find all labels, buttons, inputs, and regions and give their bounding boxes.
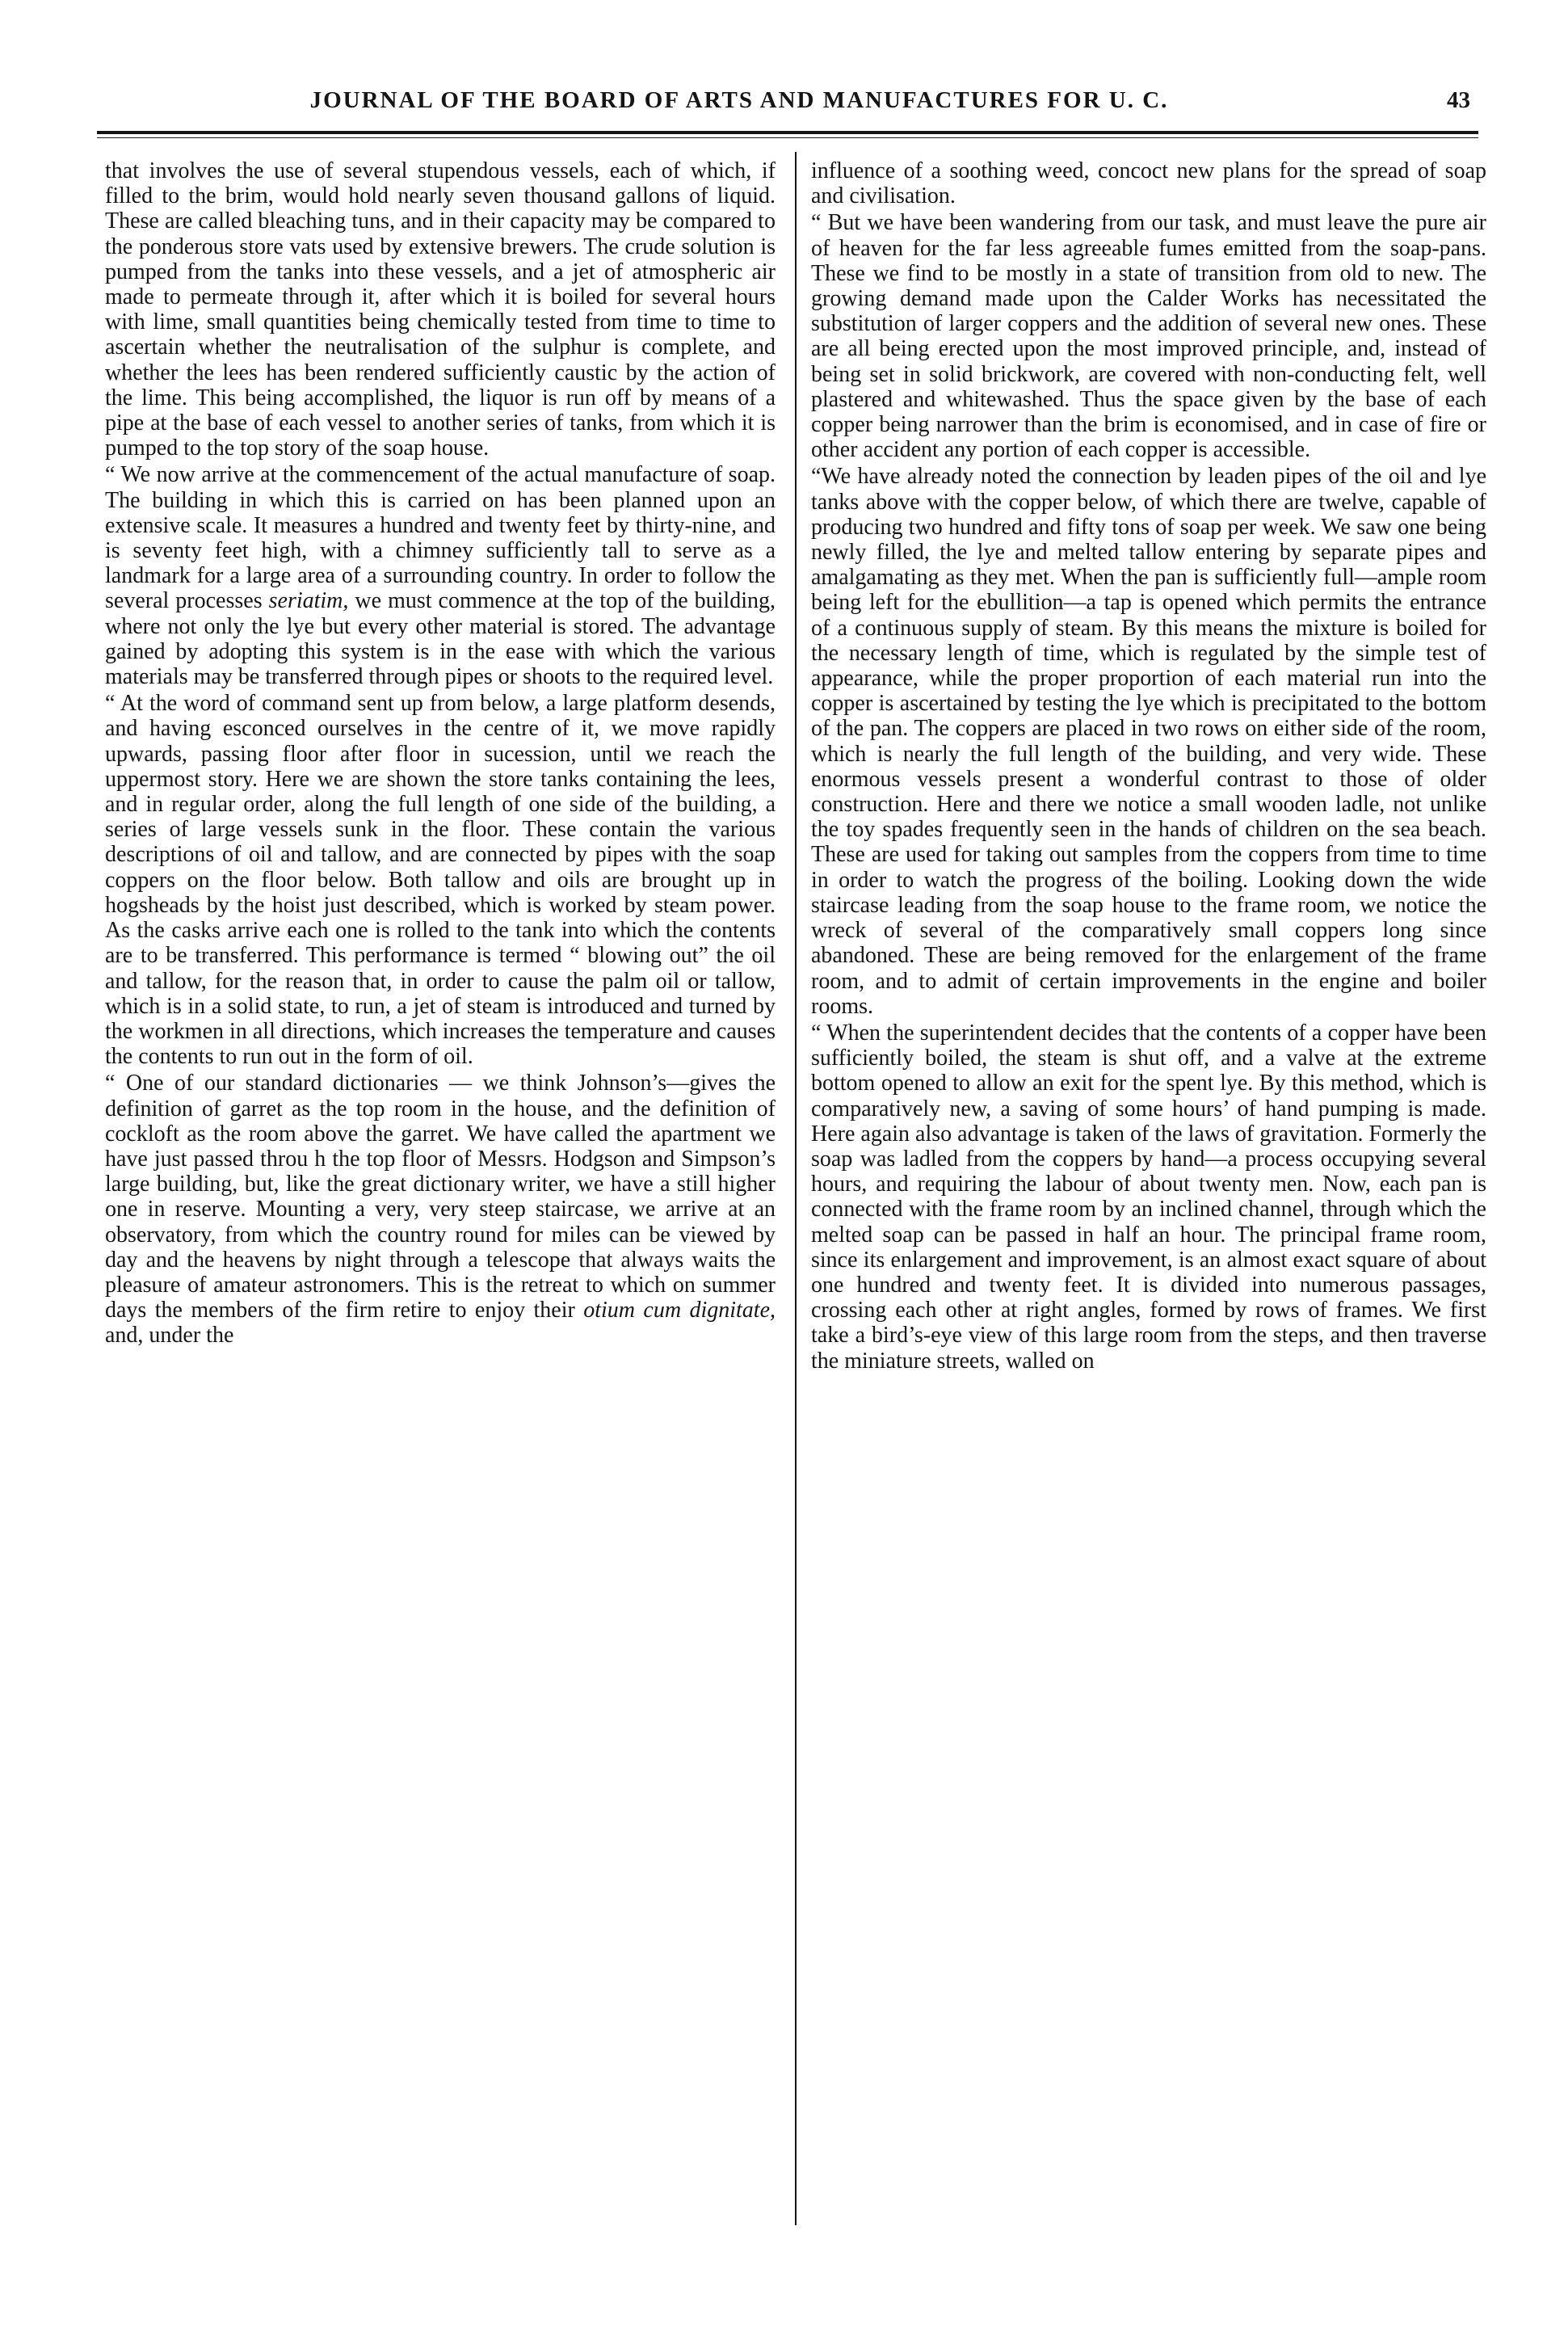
paragraph-text: and, under the [105,1323,234,1349]
paragraph-text: “ We now arrive at the commencement of the actual manufacture of soap. The building in which this is carried on has been planned upon an extensive scale. It measures a hundred and twenty feet by thirty-nine, and is seventy feet high, with a chimney sufficiently tall to serve as a landmark for a large area of a surrounding country. In order to follow the several processes [105,462,776,614]
running-head: JOURNAL OF THE BOARD OF ARTS AND MANUFACTURES FOR U. C. [309,87,1169,113]
paragraph-text: we must commence at the top of the building, where not only the lye but every other material is stored. The advantage gained by adopting this system is in the ease with which the various materials may be transferred through pipes or shoots to the required level. [105,588,776,690]
paragraph: influence of a soothing weed, concoct new plans for the spread of soap and civilisation. [811,158,1486,209]
left-column [105,158,776,1349]
paragraph: “ But we have been wandering from our task, and must leave the pure air of heaven for the far less agreeable fumes emitted from the soap-pans. These we find to be mostly in a state of transition from old to new. The growing demand made upon the Calder Works has necessitated the substitution of larger coppers and the addition of several new ones. These are all being erected upon the most improved principle, and, instead of being set in solid brickwork, are covered with non-conducting felt, well plastered and whitewashed. Thus the space given by the base of each copper being narrower than the brim is economised, and in case of fire or other accident any portion of each copper is accessible. [811,210,1486,463]
paragraph: “ When the superintendent decides that the contents of a copper have been sufficiently boiled, the steam is shut off, and a valve at the extreme bottom opened to allow an exit for the spent lye. By this method, which is comparatively new, a saving of some hours’ of hand pumping is made. Here again also advantage is taken of the laws of gravitation. Formerly the soap was ladled from the coppers by hand—a process occupying several hours, and requiring the labour of about twenty men. Now, each pan is connected with the frame room by an inclined channel, through which the melted soap can be passed in half an hour. The principal frame room, since its enlargement and improvement, is an almost exact square of about one hundred and twenty feet. It is divided into numerous passages, crossing each other at right angles, formed by rows of frames. We first take a bird’s-eye view of this large room from the steps, and then traverse the miniature streets, walled on [811,1020,1486,1374]
paragraph: “We have already noted the connection by leaden pipes of the oil and lye tanks above with the copper below, of which there are twelve, capable of producing two hundred and fifty tons of soap per week. We saw one being newly filled, the lye and melted tallow entering by separate pipes and amalgamating as they met. When the pan is sufficiently full—ample room being left for the ebullition—a tap is opened which permits the entrance of a continuous supply of steam. By this means the mixture is boiled for the necessary length of time, which is regulated by the simple test of appearance, while the proper proportion of each material run into the copper is ascertained by testing the lye which is precipitated to the bottom of the pan. The coppers are placed in two rows on either side of the room, which is nearly the full length of the building, and very wide. These enormous vessels present a wonderful contrast to those of older construction. Here and there we notice a small wooden ladle, not unlike the toy spades frequently seen in the hands of children on the sea beach. These are used for taking out samples from the coppers from time to time in order to watch the progress of the boiling. Looking down the wide staircase leading from the soap house to the frame room, we notice the wreck of several of the comparatively small coppers long since abandoned. These are being removed for the enlargement of the frame room, and to admit of certain improvements in the engine and boiler rooms. [811,464,1486,1019]
paragraph [105,1071,776,1348]
italic-phrase: seriatim, [268,588,349,614]
column-divider [795,152,797,2225]
paragraph [105,462,776,689]
header-rule-thick [97,131,1478,134]
paragraph: “ At the word of command sent up from below, a large platform desends, and having esconced ourselves in the centre of it, we move rapidly upwards, passing floor after floor in sucession, until we reach the uppermost story. Here we are shown the store tanks containing the lees, and in regular order, along the full length of one side of the building, a series of large vessels sunk in the floor. These contain the various descriptions of oil and tallow, and are connected by pipes with the soap coppers on the floor below. Both tallow and oils are brought up in hogsheads by the hoist just described, which is worked by steam power. As the casks arrive each one is rolled to the tank into which the contents are to be transferred. This performance is termed “ blowing out” the oil and tallow, for the reason that, in order to cause the palm oil or tallow, which is in a solid state, to run, a jet of steam is introduced and turned by the workmen in all directions, which increases the temperature and causes the contents to run out in the form of oil. [105,691,776,1070]
paragraph-text: “ One of our standard dictionaries — we think Johnson’s—gives the definition of garret as the top room in the house, and the definition of cockloft as the room above the garret. We have called the apartment we have just passed throu h the top floor of Messrs. Hodgson and Simpson’s large building, but, like the great dictionary writer, we have a still higher one in reserve. Mounting a very, very steep staircase, we arrive at an observatory, from which the country round for miles can be viewed by day and the heavens by night through a telescope that always waits the pleasure of amateur astronomers. This is the retreat to which on summer days the members of the firm retire to enjoy their [105,1071,776,1323]
page-header [105,87,1470,124]
right-column [811,158,1486,1374]
paragraph: that involves the use of several stupendous vessels, each of which, if filled to the brim, would hold nearly seven thousand gallons of liquid. These are called bleaching tuns, and in their capacity may be compared to the ponderous store vats used by extensive brewers. The crude solution is pumped from the tanks into these vessels, and a jet of atmospheric air made to permeate through it, after which it is boiled for several hours with lime, small quantities being chemically tested from time to time to ascertain whether the neutralisation of the sulphur is complete, and whether the lees has been rendered sufficiently caustic by the action of the lime. This being accomplished, the liquor is run off by means of a pipe at the base of each vessel to another series of tanks, from which it is pumped to the top story of the soap house. [105,158,776,461]
page-number: 43 [1447,87,1470,113]
header-rule-thin [97,137,1478,138]
italic-phrase: otium cum dignitate, [583,1298,776,1323]
